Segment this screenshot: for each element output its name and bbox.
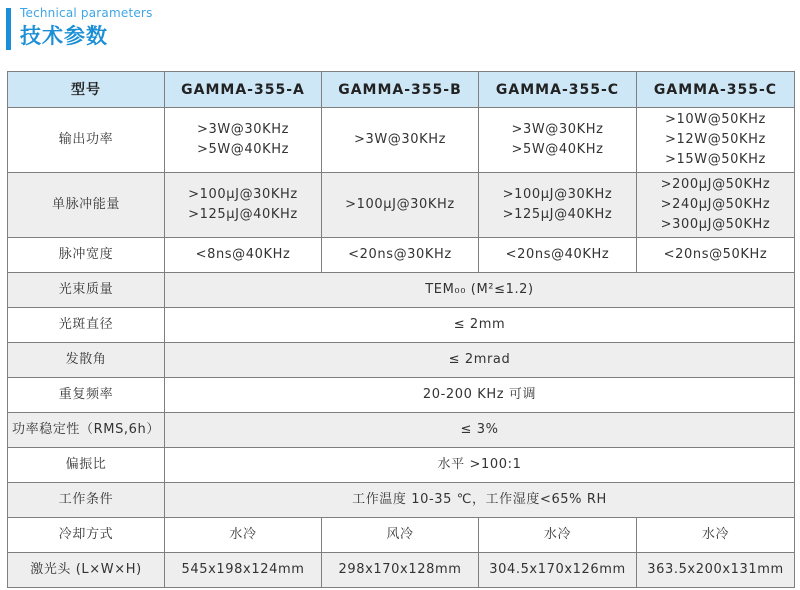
table-cell-span: ≤ 2mrad — [165, 343, 795, 378]
cell-line: >200μJ@50KHz — [660, 177, 771, 192]
cell-line: >125μJ@40KHz — [502, 207, 613, 222]
row-label: 单脉冲能量 — [8, 173, 165, 238]
row-label: 发散角 — [8, 343, 165, 378]
table-row — [8, 273, 795, 308]
table-row — [8, 518, 795, 553]
table-cell: <20ns@40KHz — [479, 238, 637, 273]
header-cell-b: GAMMA-355-B — [322, 72, 479, 108]
table-cell: 304.5x170x126mm — [479, 553, 637, 588]
cell-line: >10W@50KHz — [665, 112, 766, 127]
row-label: 冷却方式 — [8, 518, 165, 553]
cell-line: >240μJ@50KHz — [660, 197, 771, 212]
cell-line: >3W@30KHz — [196, 122, 290, 137]
cell-line: >5W@40KHz — [511, 142, 604, 157]
section-subtitle: Technical parameters — [20, 6, 153, 20]
spec-table — [7, 71, 795, 588]
table-row — [8, 308, 795, 343]
table-cell: 545x198x124mm — [165, 553, 322, 588]
header-cell-c2: GAMMA-355-C — [637, 72, 795, 108]
table-cell: <8ns@40KHz — [165, 238, 322, 273]
header-cell-model: 型号 — [8, 72, 165, 108]
cell-line: >3W@30KHz — [353, 132, 447, 147]
table-cell: <20ns@30KHz — [322, 238, 479, 273]
row-label: 工作条件 — [8, 483, 165, 518]
accent-bar — [6, 8, 11, 50]
table-cell-span: ≤ 2mm — [165, 308, 795, 343]
table-cell-span: 20-200 KHz 可调 — [165, 378, 795, 413]
table-cell — [637, 108, 795, 173]
table-row — [8, 238, 795, 273]
table-row — [8, 483, 795, 518]
section-header — [0, 4, 400, 50]
table-cell — [322, 108, 479, 173]
table-cell: 363.5x200x131mm — [637, 553, 795, 588]
cell-line: >12W@50KHz — [665, 132, 766, 147]
row-label: 输出功率 — [8, 108, 165, 173]
header-cell-c: GAMMA-355-C — [479, 72, 637, 108]
table-cell: 水冷 — [165, 518, 322, 553]
row-label: 偏振比 — [8, 448, 165, 483]
row-label: 光斑直径 — [8, 308, 165, 343]
row-label: 光束质量 — [8, 273, 165, 308]
table-cell-span: TEM₀₀ (M²≤1.2) — [165, 273, 795, 308]
row-label: 激光头 (L×W×H) — [8, 553, 165, 588]
table-cell-span: 水平 >100:1 — [165, 448, 795, 483]
cell-line: >3W@30KHz — [511, 122, 604, 137]
cell-line: >5W@40KHz — [196, 142, 290, 157]
table-cell — [322, 173, 479, 238]
table-cell-span: ≤ 3% — [165, 413, 795, 448]
table-cell: 水冷 — [637, 518, 795, 553]
table-row — [8, 448, 795, 483]
table-cell: 水冷 — [479, 518, 637, 553]
table-cell — [165, 108, 322, 173]
table-row — [8, 343, 795, 378]
table-row — [8, 378, 795, 413]
table-cell — [479, 108, 637, 173]
table-cell: 风冷 — [322, 518, 479, 553]
table-row — [8, 108, 795, 173]
row-label: 脉冲宽度 — [8, 238, 165, 273]
table-row — [8, 413, 795, 448]
table-cell: 298x170x128mm — [322, 553, 479, 588]
table-row — [8, 553, 795, 588]
table-cell-span: 工作温度 10-35 ℃，工作湿度<65% RH — [165, 483, 795, 518]
cell-line: >300μJ@50KHz — [660, 217, 771, 232]
table-cell — [165, 173, 322, 238]
cell-line: >100μJ@30KHz — [502, 187, 613, 202]
table-row — [8, 173, 795, 238]
cell-line: >15W@50KHz — [665, 152, 766, 167]
row-label: 功率稳定性（RMS,6h） — [8, 413, 165, 448]
cell-line: >100μJ@30KHz — [188, 187, 298, 202]
header-cell-a: GAMMA-355-A — [165, 72, 322, 108]
cell-line: >125μJ@40KHz — [188, 207, 298, 222]
header-row — [8, 72, 795, 108]
cell-line: >100μJ@30KHz — [345, 197, 455, 212]
table-cell: <20ns@50KHz — [637, 238, 795, 273]
table-cell — [637, 173, 795, 238]
row-label: 重复频率 — [8, 378, 165, 413]
section-title: 技术参数 — [20, 24, 108, 48]
table-cell — [479, 173, 637, 238]
